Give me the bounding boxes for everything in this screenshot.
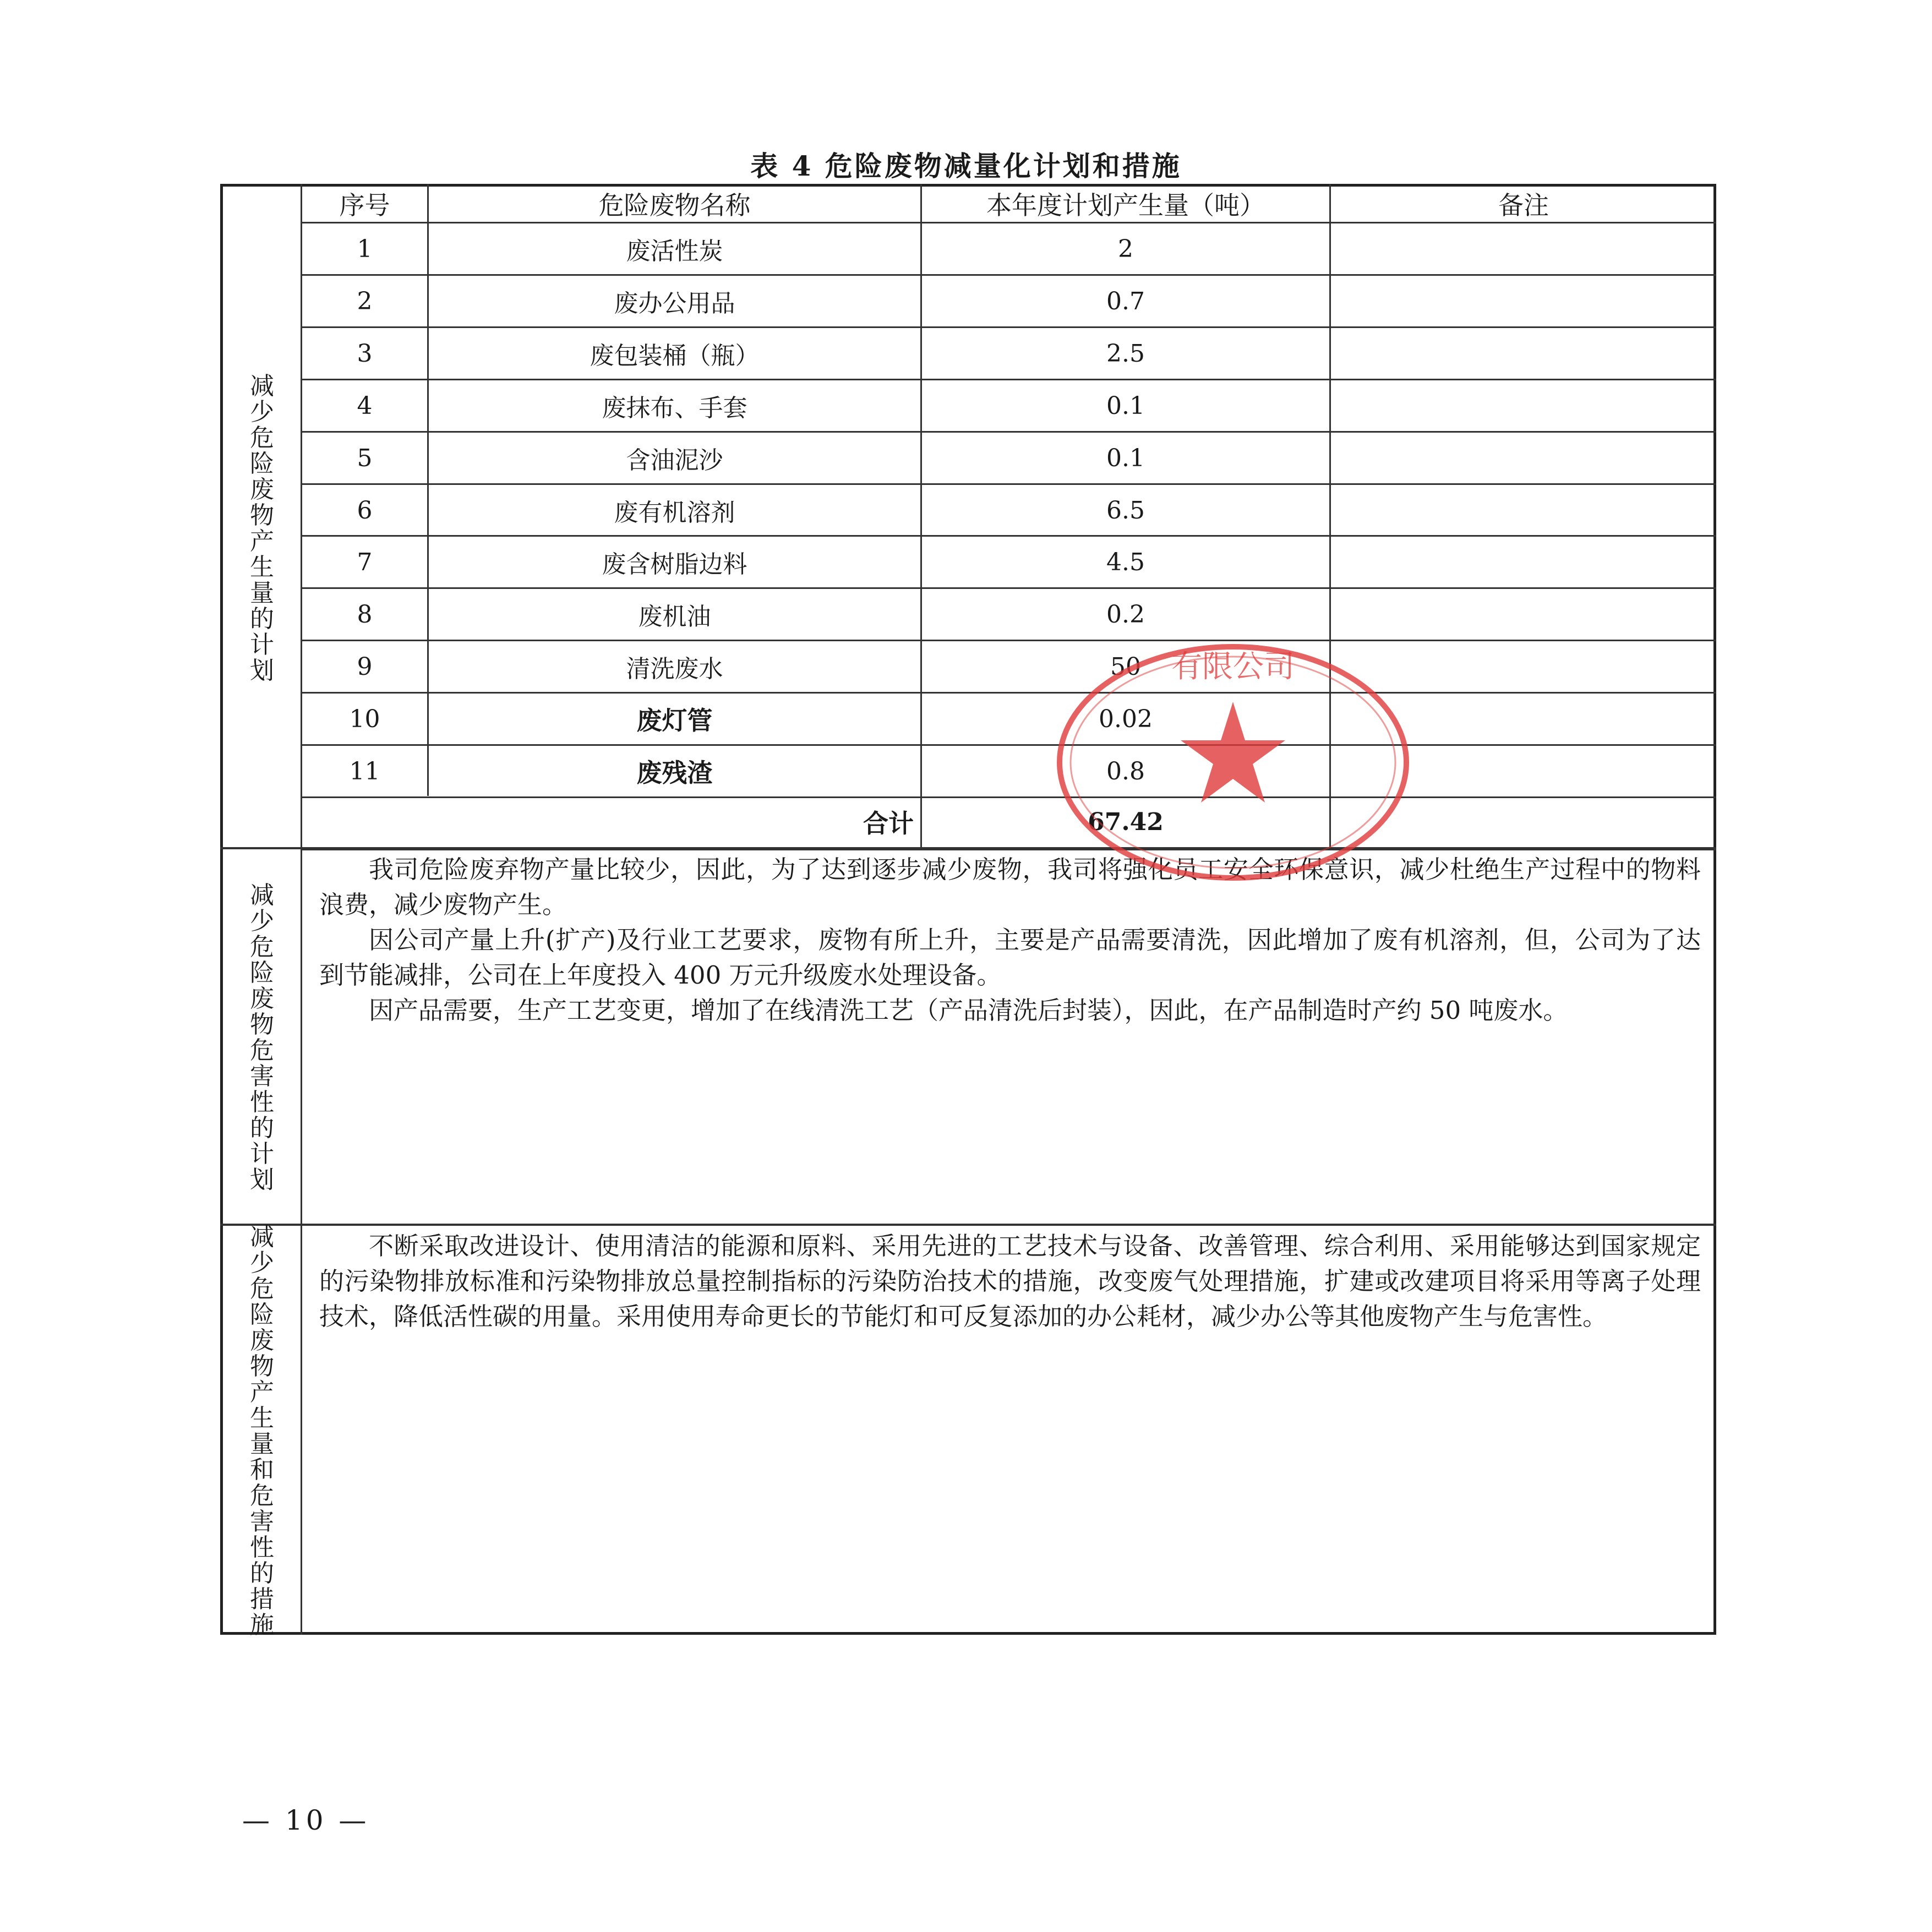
cell-amount: 0.8 xyxy=(1106,757,1145,785)
cell-no: 11 xyxy=(349,757,380,785)
cell-amount: 2 xyxy=(1118,234,1133,263)
header-amount: 本年度计划产生量（吨） xyxy=(986,190,1265,220)
header-note: 备注 xyxy=(1498,190,1549,220)
cell-name: 清洗废水 xyxy=(626,655,723,683)
hazard-paragraph: 因公司产量上升(扩产)及行业工艺要求，废物有所上升，主要是产品需要清洗，因此增加了废有机溶剂，但，公司为了达到节能减排，公司在上年度投入 400 万元升级废水处理设备。 xyxy=(319,925,1701,990)
company-seal xyxy=(1046,638,1420,886)
section-divider-2 xyxy=(220,1224,1716,1226)
section-label-hazard: 减 少 危 险 废 物 危 害 性 的 计 划 xyxy=(250,881,274,1194)
cell-no: 4 xyxy=(357,391,373,420)
cell-amount: 0.7 xyxy=(1106,287,1145,315)
section-label-measures: 减 少 危 险 废 物 产 生 量 和 危 害 性 的 措 施 xyxy=(250,1223,274,1639)
cell-note xyxy=(1331,380,1716,431)
cell-name: 废残渣 xyxy=(636,758,713,788)
measures-paragraphs xyxy=(319,1229,1701,1334)
cell-name: 废灯管 xyxy=(636,706,713,735)
section-divider-1 xyxy=(220,847,1716,849)
total-value: 67.42 xyxy=(1088,807,1164,836)
section-label-plan: 减 少 危 险 废 物 产 生 量 的 计 划 xyxy=(250,372,274,685)
cell-name: 废抹布、手套 xyxy=(602,394,747,422)
cell-name: 废活性炭 xyxy=(626,237,723,265)
cell-name: 含油泥沙 xyxy=(626,446,723,474)
cell-name: 废有机溶剂 xyxy=(614,499,735,527)
hazard-paragraph: 我司危险废弃物产量比较少，因此，为了达到逐步减少废物，我司将强化员工安全环保意识，减少杜绝生产过程中的物料浪费，减少废物产生。 xyxy=(319,855,1701,919)
cell-no: 9 xyxy=(357,652,373,681)
cell-name: 废含树脂边料 xyxy=(602,550,747,578)
cell-amount: 4.5 xyxy=(1106,548,1145,576)
cell-amount: 2.5 xyxy=(1106,339,1145,368)
cell-note xyxy=(1331,276,1716,326)
document-title: 表 4 危险废物减量化计划和措施 xyxy=(750,150,1182,182)
cell-no: 2 xyxy=(357,287,373,315)
cell-no: 3 xyxy=(357,339,373,368)
hazard-paragraph: 因产品需要，生产工艺变更，增加了在线清洗工艺（产品清洗后封装），因此，在产品制造时产约 50 吨废水。 xyxy=(369,996,1568,1025)
cell-no: 6 xyxy=(357,496,373,525)
cell-amount: 0.02 xyxy=(1099,705,1153,733)
measures-paragraph: 不断采取改进设计、使用清洁的能源和原料、采用先进的工艺技术与设备、改善管理、综合利用、采用能够达到国家规定的污染物排放标准和污染物排放总量控制指标的污染防治技术的措施，改变废气处理措施，扩建或改建项目将采用等离子处理技术，降低活性碳的用量。采用使用寿命更长的节能灯和可反复添加的办公耗材，减少办公等其他废物产生与危害性。 xyxy=(319,1231,1701,1331)
cell-no: 8 xyxy=(357,600,373,629)
cell-name: 废机油 xyxy=(638,603,711,631)
cell-amount: 0.2 xyxy=(1106,600,1145,629)
cell-note xyxy=(1331,433,1716,483)
cell-no: 1 xyxy=(357,234,373,263)
cell-note xyxy=(1331,328,1716,379)
cell-amount: 0.1 xyxy=(1106,391,1145,420)
cell-note xyxy=(1331,589,1716,640)
cell-no: 5 xyxy=(357,444,373,472)
total-label: 合计 xyxy=(863,809,914,838)
cell-no: 7 xyxy=(357,548,373,576)
hazard-paragraphs xyxy=(319,852,1701,1028)
cell-note xyxy=(1331,485,1716,536)
header-name: 危险废物名称 xyxy=(598,190,751,220)
cell-note xyxy=(1331,223,1716,274)
cell-amount: 50 xyxy=(1110,652,1141,681)
header-no: 序号 xyxy=(339,190,390,220)
cell-name: 废包装桶（瓶） xyxy=(590,342,760,370)
cell-no: 10 xyxy=(349,705,380,733)
cell-name: 废办公用品 xyxy=(614,290,735,318)
cell-note xyxy=(1331,537,1716,587)
seal-text: 有限公司 xyxy=(1171,649,1295,685)
cell-amount: 6.5 xyxy=(1106,496,1145,525)
page-number: — 10 — xyxy=(242,1804,370,1836)
cell-amount: 0.1 xyxy=(1106,444,1145,472)
